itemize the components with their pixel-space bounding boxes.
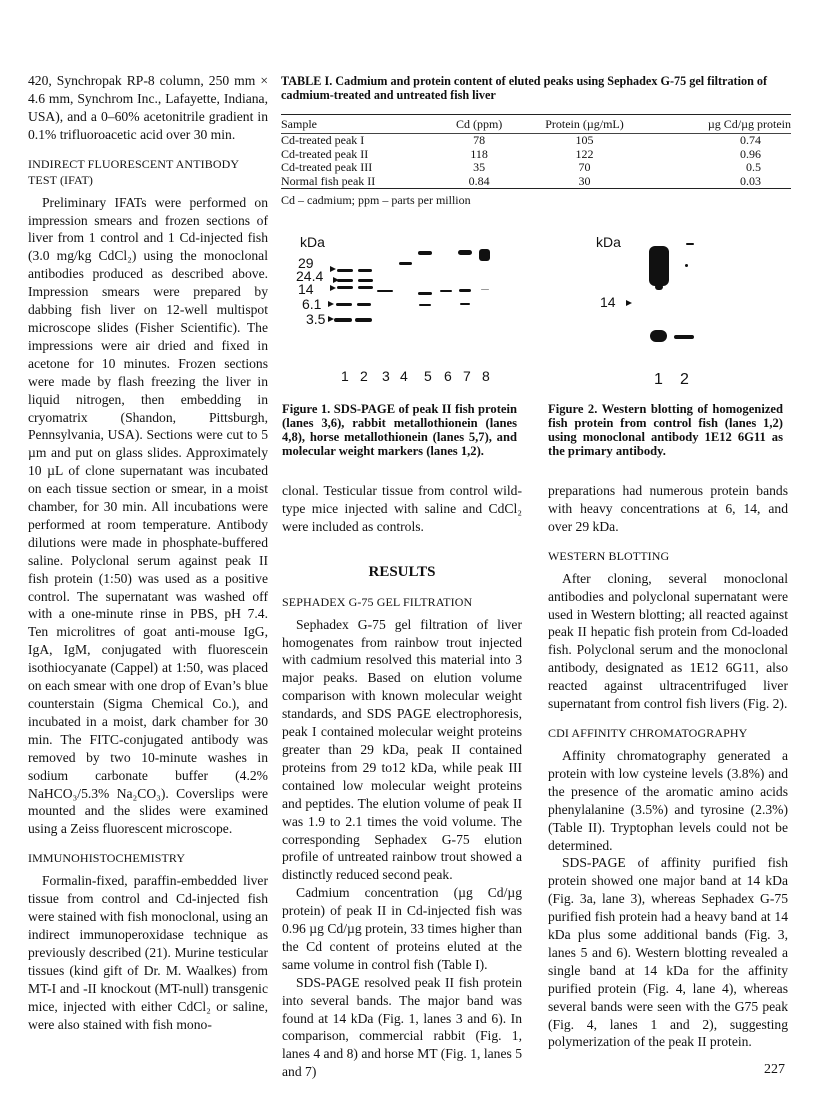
column-header: Cd (ppm) bbox=[440, 115, 518, 134]
gel-band bbox=[418, 251, 432, 255]
table-row bbox=[281, 134, 791, 148]
lane-label: 2 bbox=[680, 371, 689, 388]
right-column bbox=[548, 482, 788, 1051]
section-heading-immunohistochemistry: IMMUNOHISTOCHEMISTRY bbox=[28, 851, 186, 866]
gel-band bbox=[419, 304, 431, 306]
blot-band bbox=[674, 335, 694, 339]
gel-band bbox=[479, 249, 490, 261]
gel-band bbox=[440, 290, 452, 292]
column-header: µg Cd/µg protein bbox=[651, 115, 791, 134]
table-cell: 0.74 bbox=[740, 133, 761, 147]
paragraph: preparations had numerous protein bands with heavy concentrations at 6, 14, and over 29 kDa. bbox=[548, 483, 788, 534]
gel-band bbox=[459, 289, 471, 292]
table-cell: Cd-treated peak I bbox=[281, 133, 365, 147]
section-heading-western-blotting: WESTERN BLOTTING bbox=[548, 548, 670, 563]
gel-band bbox=[337, 269, 353, 272]
table-cell: 0.96 bbox=[740, 146, 761, 161]
paragraph: SDS-PAGE resolved peak II fish protein into several bands. The major band was found at 14 kDa (Fig. 1, lanes 3 and 6). In comparison, commercial rabbit (Fig. 1, lanes 4 and 8) and horse MT (Fig. 1, lanes 5 and 7) bbox=[282, 974, 522, 1080]
left-column bbox=[28, 72, 268, 1033]
column-header: Sample bbox=[281, 115, 440, 134]
table-cell: 122 bbox=[575, 146, 594, 161]
blot-band bbox=[685, 264, 688, 267]
table-1 bbox=[281, 74, 791, 207]
paragraph: Cadmium concentration (µg Cd/µg protein) of peak II in Cd-injected fish was 0.96 µg Cd/µg protein, 33 times higher than the Cd content of proteins eluted at the same volume in control fish (Table I). bbox=[282, 885, 522, 972]
gel-band bbox=[460, 303, 470, 305]
marker-arrow-icon bbox=[330, 285, 336, 291]
paragraph: Formalin-fixed, paraffin-embedded liver tissue from control and Cd-injected fish were stained with fish monoclonal, using an indirect immunoperoxidase technique as previously described (21). Murine testicular tissues (kind gift of Dr. M. Waalkes) from MT-I and -II knockout (MT-null) transgenic mice, injected with either CdCl₂ or saline, were also stained with fish mono- bbox=[28, 873, 268, 1032]
marker-label: 29 bbox=[298, 255, 314, 271]
figure-2-caption: Figure 2. Western blotting of homogenized fish protein from control fish (lanes 1,2) using monoclonal antibody 1E12 6G11 as the primary antibody. bbox=[548, 402, 783, 458]
gel-band bbox=[358, 286, 373, 289]
table-cell: 0.84 bbox=[468, 173, 490, 188]
table-cell: 0.03 bbox=[740, 173, 761, 188]
figure-1-caption: Figure 1. SDS-PAGE of peak II fish protein (lanes 3,6), rabbit metallothionein (lanes 4,8), horse metallothionein (lanes 5,7), and molecular weight markers (lanes 1,2). bbox=[282, 402, 517, 458]
blot-band bbox=[686, 243, 694, 245]
gel-band bbox=[357, 303, 371, 306]
marker-label: 14 bbox=[298, 281, 314, 297]
blot-band bbox=[655, 284, 663, 290]
gel-band bbox=[418, 292, 432, 295]
table-cell: Normal fish peak II bbox=[281, 173, 376, 188]
paragraph: Sephadex G-75 gel filtration of liver homogenates from rainbow trout injected with cadmium resolved this material into 3 major peaks. Based on elution volume comparison with known molecular weight standards, and SDS PAGE electrophoresis, peak I contained molecular weight proteins greater than 29 kDa, peak II contained proteins from 29 to12 kDa, while peak III contained low molecular weight proteins and peptides. The elution volume of peak II was 1.9 to 2.1 times the void volume. The corresponding Sephadex G-75 elution profile of untreated rainbow trout showed a distinctly reduced second peak. bbox=[282, 616, 522, 883]
marker-label: 6.1 bbox=[302, 296, 322, 312]
results-heading: RESULTS bbox=[368, 563, 436, 580]
table-cell: Cd-treated peak II bbox=[281, 146, 369, 161]
gel-band bbox=[358, 269, 372, 272]
lane-label: 3 bbox=[382, 368, 390, 384]
marker-arrow-icon bbox=[626, 300, 632, 306]
section-heading-sephadex: SEPHADEX G-75 GEL FILTRATION bbox=[282, 594, 473, 609]
table-title: TABLE I. Cadmium and protein content of eluted peaks using Sephadex G-75 gel filtration of cadmium-treated and untreated fish liver bbox=[281, 74, 768, 102]
table-cell: 30 bbox=[578, 173, 591, 188]
gel-band bbox=[337, 279, 353, 282]
middle-column bbox=[282, 482, 522, 1081]
marker-arrow-icon bbox=[330, 266, 336, 272]
lane-label: 8 bbox=[482, 368, 490, 384]
gel-band bbox=[481, 289, 489, 290]
lane-label: 2 bbox=[360, 368, 368, 384]
paragraph: After cloning, several monoclonal antibodies and polyclonal supernatant were used in Western blotting; all reacted against peak II hepatic fish protein from Cd-loaded fish. Polyclonal serum and the monoclonal antibody, designated as 1E12 6G11, also reacted against ultracentrifuged liver supernatant from control fish livers (Fig. 2). bbox=[548, 570, 788, 712]
table-cell: 70 bbox=[578, 160, 591, 174]
table-cell: 78 bbox=[473, 133, 486, 147]
kda-label: kDa bbox=[596, 234, 621, 250]
table-row bbox=[281, 148, 791, 162]
page-number: 227 bbox=[764, 1062, 785, 1077]
gel-band bbox=[336, 303, 352, 306]
marker-label: 14 bbox=[600, 294, 616, 310]
gel-band bbox=[355, 318, 372, 322]
paragraph: clonal. Testicular tissue from control wild-type mice injected with saline and CdCl₂ were included as controls. bbox=[282, 483, 522, 534]
column-header: Protein (µg/mL) bbox=[518, 115, 651, 134]
lane-label: 7 bbox=[463, 368, 471, 384]
table-cell: 0.5 bbox=[746, 160, 761, 174]
paragraph: Affinity chromatography generated a protein with low cysteine levels (3.8%) and the presence of the aromatic amino acids phenylalanine (3.5%) and tyrosine (2.3%) (Table II). Tryptophan levels could not be determined. bbox=[548, 747, 788, 853]
paragraph: SDS-PAGE of affinity purified fish protein showed one major band at 14 kDa (Fig. 3a, lane 3), whereas Sephadex G-75 purified fish protein had a heavy band at 14 kDa plus some additional bands (Fig. 3, lanes 5 and 6). Western blotting revealed a single band at 14 kDa for the affinity purified protein (Fig. 4, lane 4), whereas several bands were seen with the G75 peak (Fig. 4, lanes 1 and 2), suggesting polymerization of the peak II protein. bbox=[548, 855, 788, 1050]
blot-band bbox=[649, 246, 669, 286]
lane-label: 4 bbox=[400, 368, 408, 384]
gel-band bbox=[399, 262, 412, 265]
lane-label: 5 bbox=[424, 368, 432, 384]
paragraph: 420, Synchropak RP-8 column, 250 mm × 4.6 mm, Synchrom Inc., Lafayette, Indiana, USA), and a 0–60% acetonitrile gradient in 0.1% trifluoroacetic acid over 30 min. bbox=[28, 73, 268, 142]
table-cell: 35 bbox=[473, 160, 486, 174]
gel-band bbox=[458, 250, 472, 255]
marker-arrow-icon bbox=[328, 301, 334, 307]
gel-band bbox=[377, 290, 393, 292]
data-table bbox=[281, 114, 791, 189]
lane-label: 6 bbox=[444, 368, 452, 384]
marker-label: 3.5 bbox=[306, 311, 326, 327]
gel-band bbox=[337, 286, 353, 289]
kda-label: kDa bbox=[300, 234, 325, 250]
lane-label: 1 bbox=[341, 368, 349, 384]
table-cell: 118 bbox=[470, 146, 488, 161]
table-cell: 105 bbox=[575, 133, 594, 147]
section-heading-ifat: INDIRECT FLUORESCENT ANTIBODY TEST (IFAT) bbox=[28, 156, 239, 187]
marker-label: 24.4 bbox=[296, 268, 324, 284]
blot-band bbox=[650, 330, 667, 342]
table-row bbox=[281, 161, 791, 175]
lane-label: 1 bbox=[654, 371, 663, 388]
paragraph: Preliminary IFATs were performed on impression smears and frozen sections of liver from 1 control and 1 Cd-injected fish (3.0 mg/kg CdCl₂) using the monoclonal antibodies produced as described above. Impression smears were prepared by dabbing fish liver on 12-well multispot microscope slides (Fisher Scientific). The impressions were air dried and fixed in acetone for 10 minutes. Frozen sections were made by flash freezing the liver in liquid nitrogen, then embedding in cryomatrix (Shandon, Pittsburgh, Pennsylvania, USA). Sections were cut to 5 µm and put on glass slides. Approximately 10 µL of clone supernatant was incubated on each tissue section or smear, in a moist chamber, for 30 min. All incubations were performed at room temperature. Antibody dilutions were made in phosphate-buffered saline. Polyclonal serum against peak II fish protein (1:50) was used as a positive control. The supernatant was washed off with a one-minute rinse in PBS, pH 7.4. Ten microlitres of goat anti-mouse IgG, IgA, IgM, conjugated with fluorescein isothiocyanate (Cappel) at 1:50, was placed on each smear with one drop of Evan’s blue counterstain (Sigma Chemical Co.), and incubated in a moist, dark chamber for 30 min. The FITC-conjugated antibody was removed by two 10-minute washes in sodium carbonate buffer (4.2% NaHCO₃/5.3% Na₂CO₃). Coverslips were mounted and the slides were examined using a Zeiss fluorescent microscope. bbox=[28, 194, 268, 837]
table-row bbox=[281, 175, 791, 189]
section-heading-cdi-affinity: CDI AFFINITY CHROMATOGRAPHY bbox=[548, 725, 748, 740]
table-cell: Cd-treated peak III bbox=[281, 160, 373, 174]
gel-band bbox=[334, 318, 352, 322]
gel-band bbox=[358, 279, 373, 282]
table-footnote: Cd – cadmium; ppm – parts per million bbox=[281, 193, 471, 207]
